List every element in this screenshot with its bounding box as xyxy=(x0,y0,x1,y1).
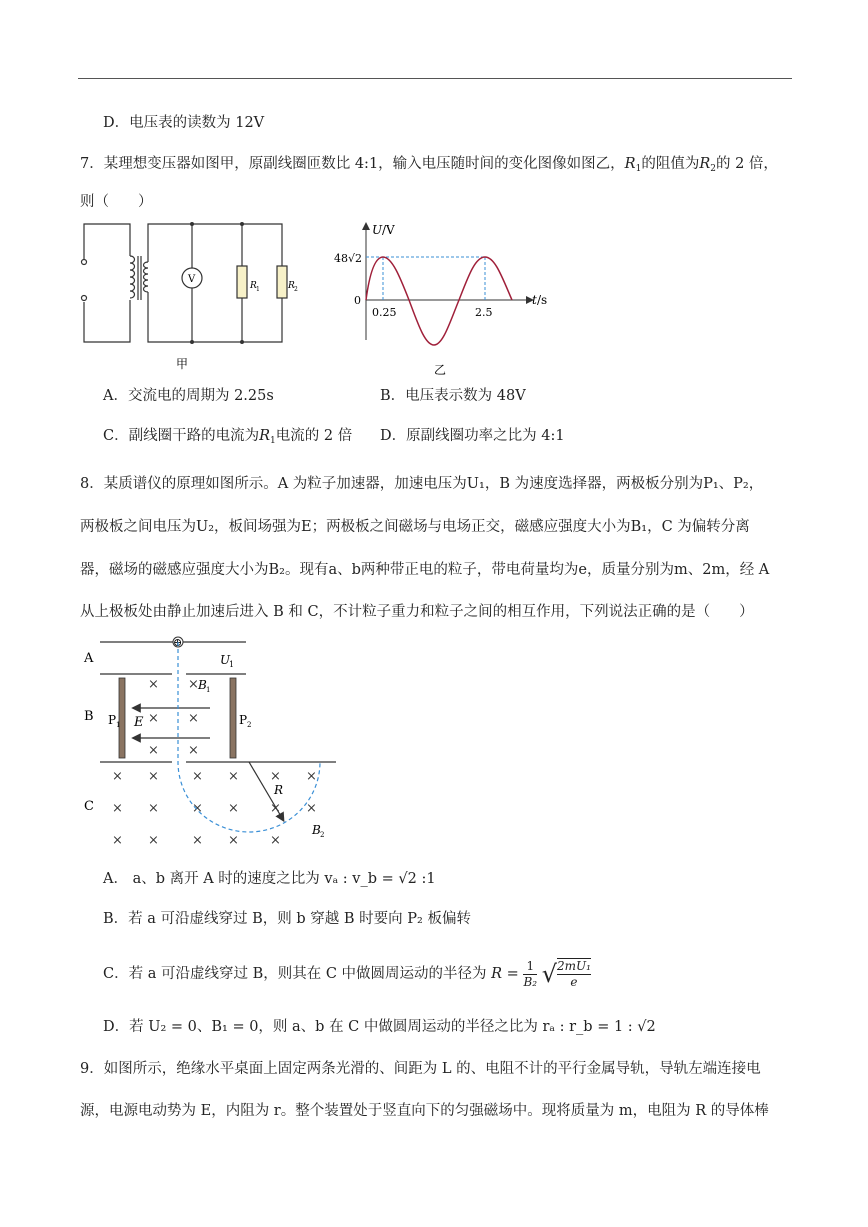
voltage-curve xyxy=(366,257,512,345)
radius-label: R xyxy=(274,783,284,797)
svg-text:/V: /V xyxy=(382,223,395,237)
svg-text:×: × xyxy=(148,769,159,784)
svg-text:/s: /s xyxy=(537,293,548,307)
q8-stem-line1: 8．某质谱仪的原理如图所示。A 为粒子加速器，加速电压为U₁，B 为速度选择器，两极板分别为P₁、P₂， xyxy=(80,476,764,492)
p1-label: P xyxy=(108,713,117,727)
b2-label: B xyxy=(312,823,321,837)
svg-text:×: × xyxy=(306,801,317,816)
svg-text:×: × xyxy=(270,769,281,784)
origin-label: 0 xyxy=(354,294,361,307)
svg-text:×: × xyxy=(192,769,203,784)
transformer-circuit-diagram xyxy=(74,212,304,374)
svg-text:×: × xyxy=(228,801,239,816)
r2-label: R xyxy=(288,281,295,291)
svg-text:1: 1 xyxy=(229,660,235,669)
svg-text:×: × xyxy=(228,769,239,784)
svg-text:1: 1 xyxy=(206,686,211,694)
y-axis-label: U xyxy=(372,223,383,237)
svg-text:×: × xyxy=(112,769,123,784)
q8-stem-line4: 从上极板处由静止加速后进入 B 和 C，不计粒子重力和粒子之间的相互作用，下列说法正确的是（ ） xyxy=(80,604,754,620)
q8-option-a: A． a、b 离开 A 时的速度之比为 vₐ : v_b = √2 :1 xyxy=(103,871,436,887)
q7-option-a: A．交流电的周期为 2.25s xyxy=(103,388,274,404)
b1-label: B xyxy=(198,678,207,692)
figure-caption-yi: 乙 xyxy=(434,363,447,377)
svg-text:×: × xyxy=(148,711,159,726)
svg-text:×: × xyxy=(148,801,159,816)
svg-text:×: × xyxy=(148,743,159,758)
q7-option-c: C．副线圈干路的电流为$R_1$电流的 2 倍 xyxy=(103,428,353,446)
tick-25: 2.5 xyxy=(475,306,493,319)
q8-option-d: D．若 U₂ = 0、B₁ = 0，则 a、b 在 C 中做圆周运动的半径之比为 rₐ : r_b = 1 : √2 xyxy=(103,1019,656,1035)
mass-spectrometer-diagram xyxy=(80,630,345,845)
svg-text:2: 2 xyxy=(320,831,325,839)
svg-text:2: 2 xyxy=(294,286,298,293)
svg-text:×: × xyxy=(188,711,199,726)
svg-text:×: × xyxy=(112,833,123,845)
q7-stem-line1: 7．某理想变压器如图甲，原副线圈匝数比 4:1，输入电压随时间的变化图像如图乙，$R_1$的阻值为$R_2$的 2 倍， xyxy=(80,156,778,174)
header-rule xyxy=(78,78,792,79)
svg-text:1: 1 xyxy=(256,286,260,293)
q8-option-c: C．若 a 可沿虚线穿过 B，则其在 C 中做圆周运动的半径为 R = $\frac{1}{\text{B₂}}$ √ $\frac{\text{2mU₁}}{e}$ xyxy=(103,958,591,989)
u1-label: U xyxy=(220,653,231,667)
q7-option-d: D．原副线圈功率之比为 4:1 xyxy=(380,428,565,444)
svg-text:×: × xyxy=(228,833,239,845)
svg-text:×: × xyxy=(148,833,159,845)
svg-text:×: × xyxy=(306,769,317,784)
q9-stem-line2: 源，电源电动势为 E，内阻为 r。整个装置处于竖直向下的匀强磁场中。现将质量为 m，电阻为 R 的导体棒 xyxy=(80,1103,769,1119)
q8-stem-line2: 两极板之间电压为U₂，板间场强为E；两极板之间磁场与电场正交，磁感应强度大小为B₁，C 为偏转分离 xyxy=(80,519,750,535)
svg-text:×: × xyxy=(192,833,203,845)
p2-label: P xyxy=(239,713,248,727)
svg-text:×: × xyxy=(112,801,123,816)
svg-text:×: × xyxy=(148,677,159,692)
svg-text:×: × xyxy=(188,677,199,692)
voltage-time-graph xyxy=(330,222,560,378)
svg-text:×: × xyxy=(188,743,199,758)
peak-label: 48√2 xyxy=(334,252,363,265)
svg-text:2: 2 xyxy=(247,721,252,729)
q7-stem-line2: 则（ ） xyxy=(80,194,153,210)
svg-text:×: × xyxy=(270,801,281,816)
svg-text:1: 1 xyxy=(116,721,121,729)
q9-stem-line1: 9．如图所示，绝缘水平桌面上固定两条光滑的、间距为 L 的、电阻不计的平行金属导轨，导轨左端连接电 xyxy=(80,1061,761,1077)
q8-stem-line3: 器，磁场的磁感应强度大小为B₂。现有a、b两种带正电的粒子，带电荷量均为e，质量分别为m、2m，经 A xyxy=(80,562,770,578)
q6-option-d: D．电压表的读数为 12V xyxy=(103,115,265,131)
svg-text:×: × xyxy=(270,833,281,845)
svg-text:×: × xyxy=(192,801,203,816)
r1-label: R xyxy=(250,281,257,291)
q7-option-b: B．电压表示数为 48V xyxy=(380,388,526,404)
label-a: A xyxy=(84,651,94,666)
label-c: C xyxy=(84,799,94,814)
voltmeter-label: V xyxy=(188,274,196,285)
q8-option-b: B．若 a 可沿虚线穿过 B，则 b 穿越 B 时要向 P₂ 板偏转 xyxy=(103,911,471,927)
entry-plus-symbol: ⊕ xyxy=(173,636,183,649)
label-b: B xyxy=(84,709,94,724)
figure-caption-jia: 甲 xyxy=(176,357,189,371)
e-field-label: E xyxy=(134,715,144,730)
tick-025: 0.25 xyxy=(372,306,397,319)
x-axis-label: t xyxy=(532,293,537,307)
